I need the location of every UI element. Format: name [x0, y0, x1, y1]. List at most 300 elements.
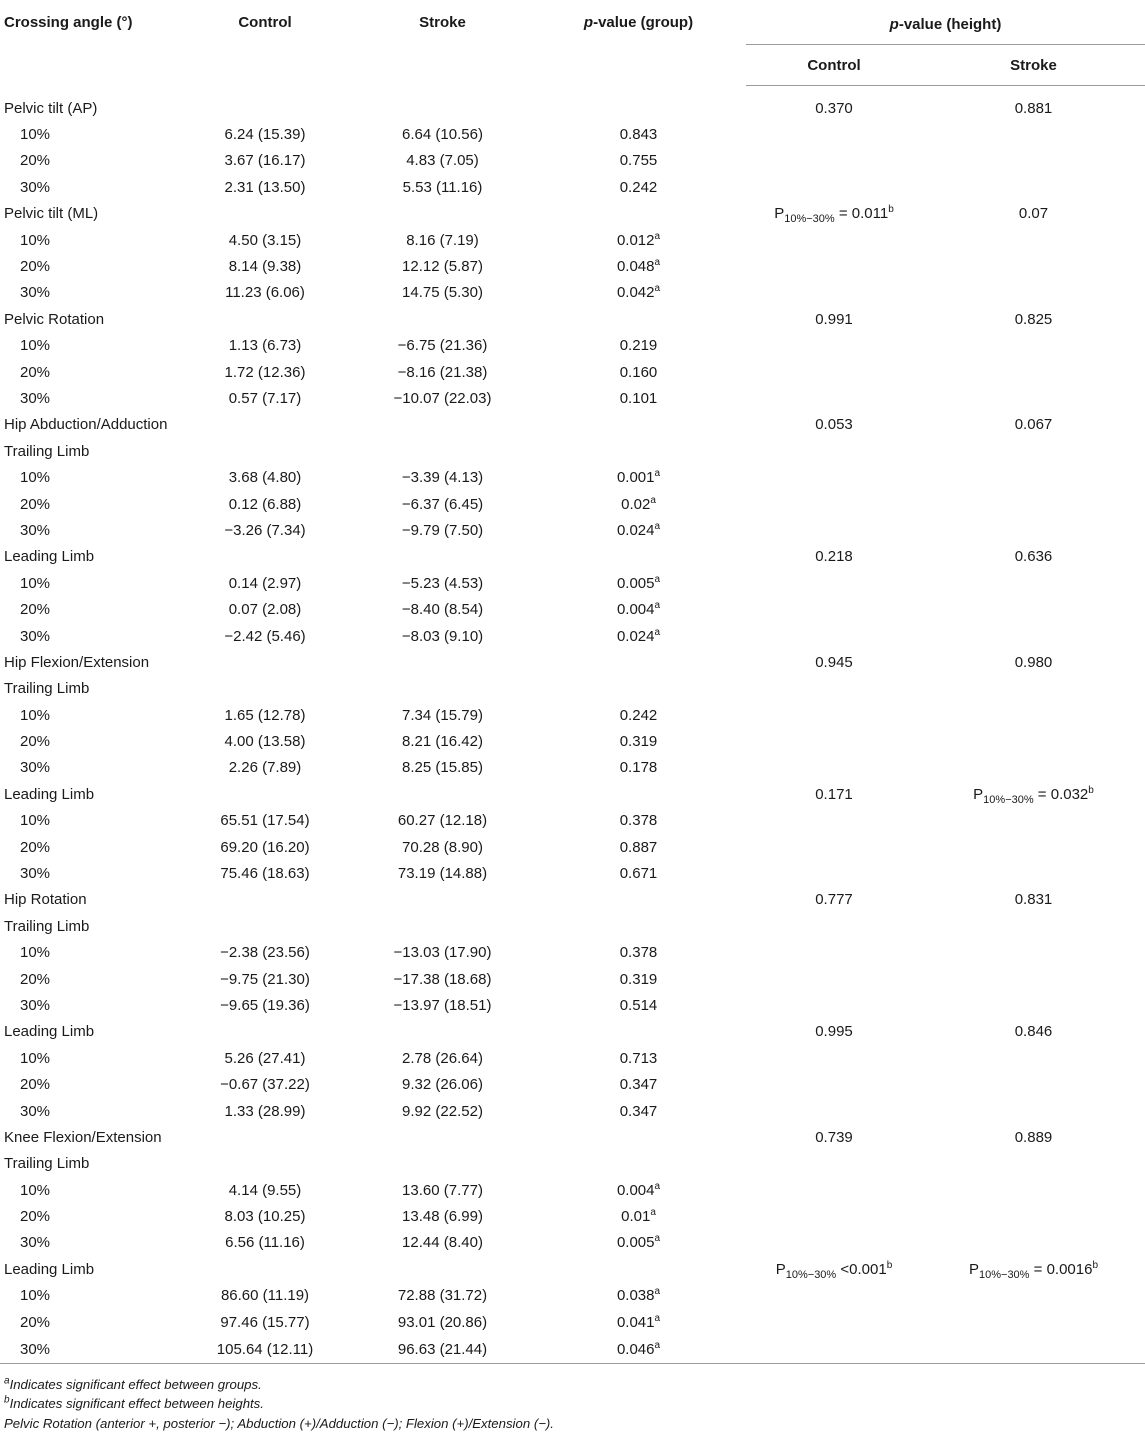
p-value-group: 0.713: [619, 1049, 658, 1067]
p-value-group: 0.755: [619, 152, 658, 170]
p-value-group: 0.02$^a$: [621, 494, 656, 513]
table-row: [0, 702, 1145, 728]
table-row: [0, 1230, 1145, 1256]
p-value-height-control: [746, 966, 922, 992]
control-value: 4.50 (3.15): [228, 231, 302, 249]
p-value-height-control: [746, 1098, 922, 1124]
stroke-value: [354, 95, 531, 121]
control-value: −2.38 (23.56): [220, 944, 310, 962]
control-value: 97.46 (15.77): [220, 1313, 310, 1331]
p-value-height-stroke: $P_{10\%-30\%} = 0.032^b$: [973, 784, 1094, 806]
stroke-value: −8.40 (8.54): [401, 601, 484, 619]
control-value: 4.00 (13.58): [224, 733, 306, 751]
p-value-group: [531, 544, 746, 570]
row-label: 30%: [20, 865, 51, 883]
row-label: Hip Rotation: [4, 891, 87, 909]
row-label: 30%: [20, 627, 51, 645]
table-row: [0, 227, 1145, 253]
header-p-value-group: p-value (group): [583, 14, 694, 31]
p-value-height-control: [746, 940, 922, 966]
control-value: −3.26 (7.34): [224, 521, 306, 539]
control-value: [176, 913, 354, 939]
p-value-group: 0.048$^a$: [616, 257, 661, 276]
p-value-height-stroke: [922, 755, 1145, 781]
p-value-height-control: [746, 755, 922, 781]
p-value-height-control: [746, 728, 922, 754]
row-label: Hip Abduction/Adduction: [4, 416, 168, 434]
p-value-height-stroke: [922, 1177, 1145, 1203]
control-value: [176, 306, 354, 332]
control-value: 105.64 (12.11): [176, 1335, 354, 1364]
p-value-height-control: [746, 1151, 922, 1177]
row-label: 20%: [20, 495, 51, 513]
stroke-value: 4.83 (7.05): [406, 152, 479, 170]
stroke-value: [354, 438, 531, 464]
row-label: Leading Limb: [4, 785, 95, 803]
p-value-height-control: [746, 438, 922, 464]
control-value: −9.75 (21.30): [220, 970, 310, 988]
p-value-height-stroke: [922, 940, 1145, 966]
table-row: [0, 95, 1145, 121]
p-value-group: 0.041$^a$: [616, 1312, 661, 1331]
p-value-group: [531, 781, 746, 807]
p-value-height-stroke: 0.831: [1014, 891, 1053, 909]
row-label: 20%: [20, 601, 51, 619]
stroke-value: [354, 649, 531, 675]
row-label: 20%: [20, 1208, 51, 1226]
control-value: [176, 649, 354, 675]
p-value-height-control: [746, 1309, 922, 1335]
p-value-height-control: [746, 1045, 922, 1071]
p-value-group: 0.242: [619, 706, 658, 724]
row-label: 30%: [20, 389, 51, 407]
stroke-value: −10.07 (22.03): [393, 389, 492, 407]
control-value: [176, 1124, 354, 1150]
p-value-group: 0.101: [619, 389, 658, 407]
row-label: Trailing Limb: [4, 680, 90, 698]
p-value-height-stroke: 0.636: [1014, 548, 1053, 566]
stroke-value: 13.48 (6.99): [402, 1208, 483, 1226]
p-value-height-control: [746, 385, 922, 411]
table-row: [0, 544, 1145, 570]
row-label: 20%: [20, 733, 51, 751]
p-value-height-control: [746, 333, 922, 359]
table-row: [0, 201, 1145, 227]
row-label: 10%: [20, 574, 51, 592]
control-value: 69.20 (16.20): [220, 838, 310, 856]
table-row: [0, 992, 1145, 1018]
row-label: 10%: [20, 706, 51, 724]
p-value-height-stroke: [922, 1071, 1145, 1097]
p-value-height-stroke: [922, 1230, 1145, 1256]
p-value-group: [531, 1019, 746, 1045]
table-row: [0, 306, 1145, 332]
row-label: 20%: [20, 1313, 51, 1331]
p-value-height-control: [746, 913, 922, 939]
p-value-group: 0.219: [619, 337, 658, 355]
control-value: −0.67 (37.22): [220, 1076, 310, 1094]
row-label: 30%: [20, 1102, 51, 1120]
p-value-height-stroke: [922, 808, 1145, 834]
p-value-height-control: 0.991: [815, 310, 853, 328]
row-label: 10%: [20, 944, 51, 962]
p-value-height-stroke: [922, 464, 1145, 490]
table-header: [0, 0, 1145, 86]
control-value: 2.26 (7.89): [228, 759, 302, 777]
control-value: 1.65 (12.78): [224, 706, 306, 724]
p-value-group: [531, 1151, 746, 1177]
row-label: Trailing Limb: [4, 442, 90, 460]
table-row: [0, 966, 1145, 992]
p-value-height-stroke: [922, 1098, 1145, 1124]
control-value: [176, 887, 354, 913]
p-value-height-stroke: [922, 1203, 1145, 1229]
p-value-height-control: [746, 834, 922, 860]
row-label: 20%: [20, 363, 51, 381]
table-row: [0, 728, 1145, 754]
control-value: [176, 1019, 354, 1045]
header-control: Control: [238, 14, 292, 31]
p-value-group: 0.347: [619, 1076, 658, 1094]
table-row: [0, 808, 1145, 834]
stroke-value: [354, 1019, 531, 1045]
stroke-value: 13.60 (7.77): [402, 1181, 483, 1199]
p-value-height-control: [746, 1177, 922, 1203]
p-value-group: 0.887: [619, 838, 658, 856]
p-value-height-control: [746, 1071, 922, 1097]
row-label: 10%: [20, 337, 51, 355]
p-value-height-control: [746, 596, 922, 622]
table-row: [0, 385, 1145, 411]
row-label: 30%: [20, 521, 51, 539]
p-value-height-control: 0.053: [815, 416, 853, 434]
p-value-height-control: [746, 227, 922, 253]
p-value-height-stroke: 0.980: [1014, 653, 1053, 671]
table-row: [0, 1335, 1145, 1364]
p-value-height-control: [746, 623, 922, 649]
row-label: Knee Flexion/Extension: [4, 1128, 162, 1146]
stroke-value: −9.79 (7.50): [401, 521, 484, 539]
p-value-height-stroke: [922, 1309, 1145, 1335]
p-value-height-stroke: [922, 702, 1145, 728]
control-value: 5.26 (27.41): [224, 1049, 306, 1067]
table-row: [0, 174, 1145, 200]
p-value-height-control: [746, 517, 922, 543]
row-label: 20%: [20, 152, 51, 170]
p-value-height-control: [746, 860, 922, 886]
stroke-value: 93.01 (20.86): [397, 1313, 488, 1331]
p-value-height-control: 0.739: [815, 1128, 853, 1146]
stroke-value: [354, 412, 531, 438]
table-row: [0, 940, 1145, 966]
stroke-value: [354, 676, 531, 702]
control-value: 75.46 (18.63): [220, 865, 310, 883]
stroke-value: 8.25 (15.85): [402, 759, 483, 777]
p-value-group: [531, 649, 746, 675]
table-row: [0, 1177, 1145, 1203]
p-value-height-stroke: [922, 438, 1145, 464]
row-label: 20%: [20, 970, 51, 988]
p-value-height-stroke: [922, 860, 1145, 886]
p-value-group: 0.042$^a$: [616, 283, 661, 302]
row-label: 20%: [20, 838, 51, 856]
row-label: 10%: [20, 1049, 51, 1067]
stroke-value: −6.37 (6.45): [401, 495, 484, 513]
stroke-value: 7.34 (15.79): [402, 706, 483, 724]
control-value: [176, 676, 354, 702]
table-row: [0, 1151, 1145, 1177]
p-value-height-stroke: [922, 570, 1145, 596]
table-row: [0, 913, 1145, 939]
row-label: Pelvic tilt (ML): [4, 205, 99, 223]
footnote-a: $^a$Indicates significant effect between groups.: [4, 1375, 262, 1392]
p-value-height-stroke: [922, 834, 1145, 860]
p-value-height-stroke: [922, 253, 1145, 279]
row-label: 10%: [20, 1287, 51, 1305]
control-value: 65.51 (17.54): [220, 812, 310, 830]
p-value-height-control: 0.171: [815, 785, 853, 803]
stroke-value: 9.32 (26.06): [402, 1076, 483, 1094]
p-value-height-stroke: 0.846: [1014, 1023, 1053, 1041]
table-row: [0, 1309, 1145, 1335]
row-label: 20%: [20, 1076, 51, 1094]
table-row: [0, 1124, 1145, 1150]
p-value-height-control: $P_{10\%-30\%} = 0.011^b$: [774, 204, 894, 226]
control-value: 0.12 (6.88): [228, 495, 302, 513]
p-value-group: 0.378: [619, 812, 658, 830]
p-value-height-control: 0.370: [815, 99, 853, 117]
p-value-height-stroke: [922, 1335, 1145, 1364]
p-value-group: [531, 95, 746, 121]
p-value-group: 0.347: [619, 1102, 658, 1120]
p-value-group: [531, 913, 746, 939]
control-value: 6.24 (15.39): [224, 126, 306, 144]
stroke-value: −3.39 (4.13): [401, 469, 484, 487]
table-row: [0, 491, 1145, 517]
p-value-group: 0.319: [619, 733, 658, 751]
p-value-height-stroke: [922, 280, 1145, 306]
stroke-value: 8.21 (16.42): [402, 733, 483, 751]
stroke-value: [354, 1256, 531, 1282]
row-label: 10%: [20, 231, 51, 249]
p-value-group: 0.004$^a$: [616, 1180, 661, 1199]
p-value-height-control: [746, 280, 922, 306]
row-label: 30%: [20, 284, 51, 302]
p-value-group: 0.378: [619, 944, 658, 962]
table-row: [0, 517, 1145, 543]
p-value-group: 0.024$^a$: [616, 626, 661, 645]
header-height-control: Control: [746, 45, 922, 86]
stroke-value: [354, 1151, 531, 1177]
p-value-group: [531, 412, 746, 438]
table-row: [0, 834, 1145, 860]
control-value: 3.68 (4.80): [228, 469, 302, 487]
stroke-value: −8.16 (21.38): [397, 363, 488, 381]
p-value-height-stroke: 0.07: [1018, 205, 1049, 223]
p-value-group: 0.671: [619, 865, 658, 883]
table-row: [0, 1098, 1145, 1124]
p-value-height-stroke: [922, 596, 1145, 622]
stroke-value: 8.16 (7.19): [406, 231, 479, 249]
stroke-value: −5.23 (4.53): [401, 574, 484, 592]
p-value-height-control: [746, 808, 922, 834]
stroke-value: 72.88 (31.72): [397, 1287, 488, 1305]
row-label: Hip Flexion/Extension: [4, 653, 150, 671]
table-row: [0, 359, 1145, 385]
p-value-height-control: [746, 1230, 922, 1256]
stroke-value: 96.63 (21.44): [354, 1335, 531, 1364]
p-value-group: 0.005$^a$: [616, 573, 661, 592]
p-value-height-stroke: 0.881: [1014, 99, 1053, 117]
stroke-value: −8.03 (9.10): [401, 627, 484, 645]
control-value: −9.65 (19.36): [220, 996, 310, 1014]
p-value-height-control: [746, 1203, 922, 1229]
p-value-height-stroke: [922, 913, 1145, 939]
p-value-height-control: [746, 702, 922, 728]
table-row: [0, 755, 1145, 781]
control-value: [176, 95, 354, 121]
stroke-value: [354, 306, 531, 332]
p-value-group: [531, 676, 746, 702]
table-row: [0, 623, 1145, 649]
control-value: 6.56 (11.16): [225, 1234, 305, 1252]
row-label: Pelvic tilt (AP): [4, 99, 98, 117]
stroke-value: [354, 201, 531, 227]
stroke-value: −17.38 (18.68): [393, 970, 492, 988]
p-value-group: 0.046$^a$: [531, 1335, 746, 1364]
p-value-height-stroke: [922, 385, 1145, 411]
p-value-group: [531, 887, 746, 913]
p-value-group: 0.004$^a$: [616, 600, 661, 619]
p-value-height-stroke: [922, 227, 1145, 253]
table-row: [0, 676, 1145, 702]
table-row: [0, 887, 1145, 913]
p-value-group: 0.01$^a$: [621, 1207, 656, 1226]
p-value-height-stroke: [922, 333, 1145, 359]
p-value-height-stroke: [922, 121, 1145, 147]
p-value-height-stroke: [922, 517, 1145, 543]
p-value-height-stroke: [922, 1045, 1145, 1071]
p-value-group: 0.001$^a$: [616, 468, 661, 487]
p-value-height-stroke: [922, 1151, 1145, 1177]
control-value: 1.13 (6.73): [228, 337, 302, 355]
p-value-height-control: [746, 174, 922, 200]
table-row: [0, 1019, 1145, 1045]
table-row: [0, 412, 1145, 438]
header-crossing-angle: Crossing angle (°): [4, 14, 133, 31]
control-value: 8.03 (10.25): [224, 1208, 306, 1226]
table-row: [0, 1203, 1145, 1229]
p-value-height-stroke: 0.889: [1014, 1128, 1053, 1146]
p-value-height-control: [746, 1335, 922, 1364]
p-value-group: 0.012$^a$: [616, 230, 661, 249]
p-value-height-stroke: [922, 992, 1145, 1018]
p-value-height-stroke: [922, 148, 1145, 174]
stroke-value: 6.64 (10.56): [402, 126, 483, 144]
control-value: 1.33 (28.99): [224, 1102, 306, 1120]
control-value: [176, 201, 354, 227]
stroke-value: 60.27 (12.18): [397, 812, 488, 830]
stroke-value: [354, 1124, 531, 1150]
stroke-value: 9.92 (22.52): [402, 1102, 483, 1120]
p-value-height-control: 0.995: [815, 1023, 853, 1041]
p-value-group: 0.005$^a$: [616, 1233, 661, 1252]
stroke-value: 12.44 (8.40): [402, 1234, 483, 1252]
control-value: 4.14 (9.55): [228, 1181, 302, 1199]
row-label: 20%: [20, 258, 51, 276]
control-value: −2.42 (5.46): [224, 627, 306, 645]
p-value-group: [531, 1124, 746, 1150]
p-value-height-control: [746, 992, 922, 1018]
control-value: 8.14 (9.38): [228, 258, 302, 276]
control-value: 86.60 (11.19): [220, 1287, 310, 1305]
p-value-height-control: [746, 570, 922, 596]
row-label: 10%: [20, 1181, 51, 1199]
p-value-group: [531, 438, 746, 464]
p-value-height-control: [746, 676, 922, 702]
control-value: [176, 1256, 354, 1282]
p-value-height-stroke: $P_{10\%-30\%} = 0.0016^b$: [968, 1259, 1099, 1281]
p-value-height-stroke: 0.825: [1014, 310, 1053, 328]
p-value-group: [531, 1256, 746, 1282]
control-value: [176, 544, 354, 570]
header-stroke: Stroke: [419, 14, 466, 31]
p-value-group: [531, 306, 746, 332]
control-value: 3.67 (16.17): [224, 152, 306, 170]
row-label: Pelvic Rotation: [4, 310, 105, 328]
stroke-value: −6.75 (21.36): [397, 337, 488, 355]
table-row: [0, 438, 1145, 464]
row-label: 10%: [20, 812, 51, 830]
p-value-group: 0.038$^a$: [616, 1286, 661, 1305]
table-row: [0, 1045, 1145, 1071]
control-value: 11.23 (6.06): [225, 284, 305, 302]
table-row: [0, 1256, 1145, 1282]
stroke-value: 14.75 (5.30): [402, 284, 483, 302]
p-value-height-control: [746, 491, 922, 517]
p-value-height-control: $P_{10\%-30\%} <0.001^b$: [775, 1259, 893, 1281]
footnote-b: $^b$Indicates significant effect between heights.: [4, 1394, 264, 1412]
table-row: [0, 596, 1145, 622]
row-label: Leading Limb: [4, 1023, 95, 1041]
control-value: 1.72 (12.36): [224, 363, 306, 381]
row-label: 10%: [20, 469, 51, 487]
table-row: [0, 1071, 1145, 1097]
table-footnotes: [4, 1375, 554, 1433]
p-value-height-stroke: [922, 359, 1145, 385]
table-row: [0, 464, 1145, 490]
p-value-height-control: [746, 464, 922, 490]
row-label: 30%: [20, 996, 51, 1014]
header-height-stroke: Stroke: [922, 45, 1145, 86]
table-row: [0, 1283, 1145, 1309]
control-value: 0.14 (2.97): [228, 574, 302, 592]
stroke-value: −13.03 (17.90): [393, 944, 492, 962]
table-row: [0, 781, 1145, 807]
p-value-height-stroke: [922, 676, 1145, 702]
p-value-height-stroke: [922, 491, 1145, 517]
p-value-group: 0.843: [619, 126, 658, 144]
control-value: 0.07 (2.08): [228, 601, 302, 619]
stroke-value: 12.12 (5.87): [402, 258, 483, 276]
p-value-group: 0.514: [619, 996, 658, 1014]
table-row: [0, 148, 1145, 174]
stroke-value: [354, 913, 531, 939]
row-label: 30%: [20, 178, 51, 196]
row-label: 30%: [20, 1234, 51, 1252]
row-label: 10%: [20, 126, 51, 144]
stroke-value: 70.28 (8.90): [402, 838, 483, 856]
